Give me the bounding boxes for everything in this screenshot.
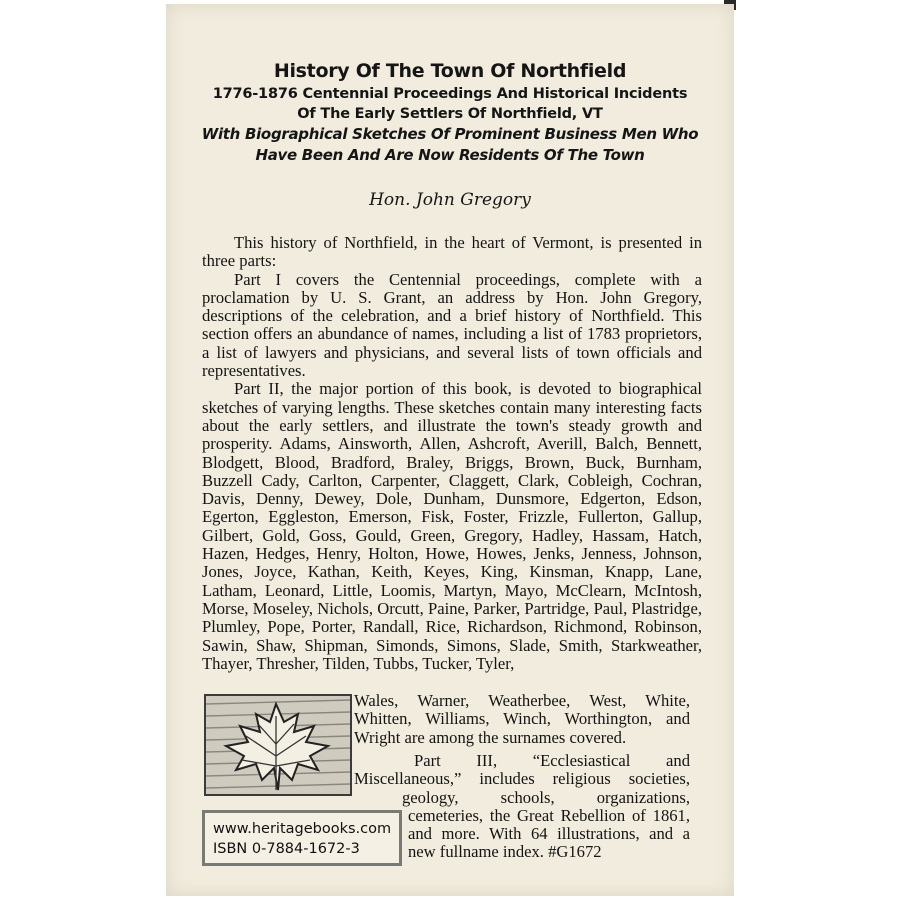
part-3-line: new fullname index. #G1672 [408,842,602,862]
author-name: Hon. John Gregory [369,190,531,210]
blurb-part-3 [354,752,690,862]
part-3-line: geology, schools, organizations, [402,787,690,807]
surname-list-end: Wales, Warner, Weatherbee, West, White, Whitten, Williams, Winch, Worthington, and Wright are among the surnames covered. [354,691,690,747]
book-subtitle-line-2: Of The Early Settlers Of Northfield, VT [297,106,603,122]
back-cover [166,4,734,896]
publisher-url: www.heritagebooks.com [213,821,392,837]
part-3-line: cemeteries, the Great Rebellion of 1861, [408,805,690,825]
maple-leaf-woodcut [204,694,352,796]
blurb-part-2-continued [354,692,690,747]
maple-leaf-icon [206,696,350,794]
blurb-intro: This history of Northfield, in the heart of Vermont, is presented in three parts: [202,233,702,271]
blurb-part-2: Part II, the major portion of this book, is devoted to biographical sketches of varying lengths. These sketches contain many interesting facts about the early settlers, and illustrate the town's steady growth and prosperity. Adams, Ainsworth, Allen, Ashcroft, Averill, Balch, Bennett, Blodgett, Blood, Bradford, Braley, Briggs, Brown, Buck, Burnham, Buzzell Cady, Carlton, Carpenter, Claggett, Clark, Cobleigh, Cochran, Davis, Denny, Dewey, Dole, Dunham, Dunsmore, Edgerton, Edson, Egerton, Eggleston, Emerson, Fisk, Foster, Frizzle, Fullerton, Gallup, Gilbert, Gold, Goss, Gould, Green, Gregory, Hadley, Hassam, Hatch, Hazen, Hedges, Henry, Holton, Howe, Howes, Jenks, Jenness, Johnson, Jones, Joyce, Kathan, Keith, Keyes, King, Kinsman, Knapp, Lane, Latham, Leonard, Little, Loomis, Martyn, Mayo, McClearn, McIntosh, Morse, Moseley, Nichols, Orcutt, Paine, Parker, Partridge, Paul, Plastridge, Plumley, Pope, Porter, Randall, Rice, Richardson, Richmond, Robinson, Sawin, Shaw, Shipman, Simonds, Simons, Slade, Smith, Starkweather, Thayer, Thresher, Tilden, Tubbs, Tucker, Tyler, [202,379,702,673]
part-3-line: and more. With 64 illustrations, and a [408,824,690,844]
book-subtitle-line-4: Have Been And Are Now Residents Of The Town [255,146,645,164]
blurb-text [202,234,702,673]
title-block [166,58,734,166]
publisher-box [202,810,402,866]
part-3-line: Miscellaneous,” includes religious societies, [354,769,690,789]
isbn: ISBN 0-7884-1672-3 [213,841,360,857]
part-3-line: Part III, “Ecclesiastical and [414,751,690,770]
blurb-part-1: Part I covers the Centennial proceedings, complete with a proclamation by U. S. Grant, an address by Hon. John Gregory, descriptions of the celebration, and a brief history of Northfield. This section offers an abundance of names, including a list of 1783 proprietors, a list of lawyers and physicians, and several lists of town officials and representatives. [202,269,702,381]
book-title: History Of The Town Of Northfield [273,60,627,82]
book-subtitle-line-3: With Biographical Sketches Of Prominent Business Men Who [201,125,699,143]
book-subtitle-line-1: 1776-1876 Centennial Proceedings And Historical Incidents [212,86,688,102]
